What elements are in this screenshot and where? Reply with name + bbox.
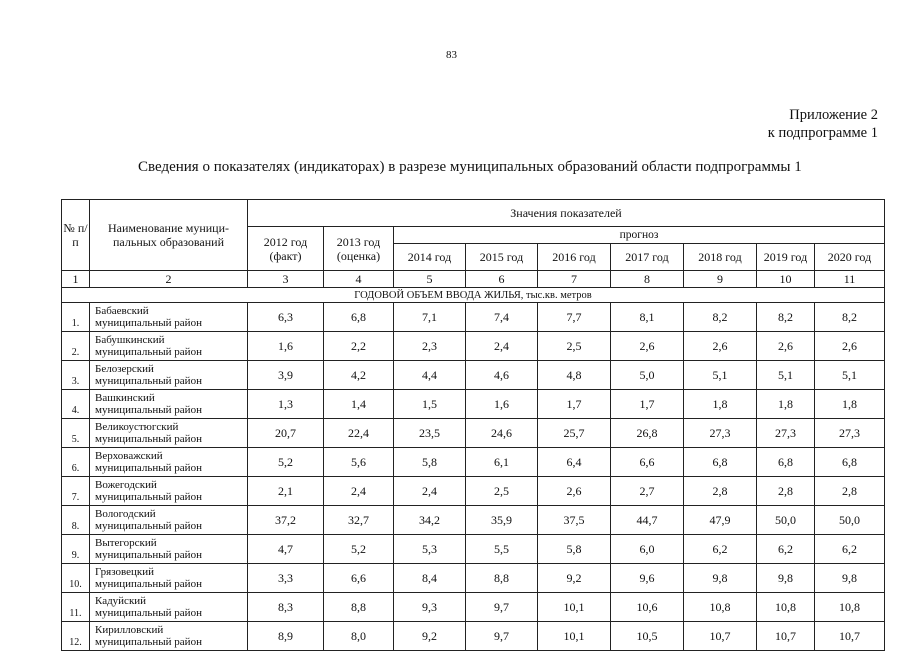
indicator-value: 22,4: [324, 419, 394, 448]
indicator-value: 6,2: [815, 535, 885, 564]
header-year: 2012 год (факт): [248, 227, 324, 271]
municipality-name-line-1: Белозерский: [95, 363, 154, 375]
indicator-value: 1,6: [466, 390, 538, 419]
indicator-value: 3,3: [248, 564, 324, 593]
municipality-name-line-1: Вашкинский: [95, 392, 155, 404]
table-row: [62, 622, 885, 651]
appendix-line-1: Приложение 2: [789, 107, 878, 123]
indicator-value: 2,5: [466, 477, 538, 506]
indicator-value: 5,5: [466, 535, 538, 564]
header-year: 2015 год: [466, 244, 538, 271]
indicator-value: 2,7: [611, 477, 684, 506]
municipality-name-line-2: муниципальный район: [95, 375, 202, 387]
municipality-name: [90, 332, 248, 361]
indicator-value: 26,8: [611, 419, 684, 448]
indicator-value: 10,7: [757, 622, 815, 651]
row-number: 4.: [62, 390, 90, 419]
indicator-value: 10,7: [815, 622, 885, 651]
municipality-name-line-2: муниципальный район: [95, 549, 202, 561]
indicator-value: 5,1: [757, 361, 815, 390]
municipality-name-line-2: муниципальный район: [95, 607, 202, 619]
indicator-value: 5,2: [248, 448, 324, 477]
column-number: 1: [62, 271, 90, 288]
indicator-value: 1,6: [248, 332, 324, 361]
row-number: 11.: [62, 593, 90, 622]
table-row: [62, 361, 885, 390]
header-name: Наименование муници-пальных образований: [90, 200, 248, 271]
municipality-name-line-2: муниципальный район: [95, 433, 202, 445]
indicator-value: 6,3: [248, 303, 324, 332]
indicator-value: 8,4: [394, 564, 466, 593]
municipality-name-line-1: Кадуйский: [95, 595, 147, 607]
indicator-value: 8,9: [248, 622, 324, 651]
table-row: [62, 419, 885, 448]
header-year: 2014 год: [394, 244, 466, 271]
indicator-value: 9,8: [684, 564, 757, 593]
indicator-value: 50,0: [757, 506, 815, 535]
indicator-value: 2,8: [815, 477, 885, 506]
indicator-value: 4,7: [248, 535, 324, 564]
indicator-value: 47,9: [684, 506, 757, 535]
indicator-value: 1,4: [324, 390, 394, 419]
indicator-value: 6,2: [684, 535, 757, 564]
row-number: 8.: [62, 506, 90, 535]
column-number: 2: [90, 271, 248, 288]
municipality-name-line-1: Вытегорский: [95, 537, 157, 549]
indicator-value: 6,8: [324, 303, 394, 332]
indicator-value: 4,2: [324, 361, 394, 390]
indicator-value: 5,8: [394, 448, 466, 477]
column-numbers-row: [62, 271, 885, 288]
indicator-value: 6,6: [611, 448, 684, 477]
indicator-value: 32,7: [324, 506, 394, 535]
indicator-value: 8,3: [248, 593, 324, 622]
indicator-value: 6,0: [611, 535, 684, 564]
indicator-value: 9,7: [466, 622, 538, 651]
table-header: [62, 200, 885, 288]
indicator-value: 8,2: [757, 303, 815, 332]
indicator-value: 2,8: [757, 477, 815, 506]
indicators-table: [61, 199, 885, 651]
indicator-value: 6,1: [466, 448, 538, 477]
indicator-value: 9,8: [815, 564, 885, 593]
column-number: 6: [466, 271, 538, 288]
header-forecast: прогноз: [394, 227, 885, 244]
municipality-name: [90, 477, 248, 506]
municipality-name: [90, 390, 248, 419]
column-number: 3: [248, 271, 324, 288]
row-number: 3.: [62, 361, 90, 390]
indicator-value: 1,8: [815, 390, 885, 419]
indicator-value: 7,1: [394, 303, 466, 332]
section-row: [62, 288, 885, 303]
row-number: 2.: [62, 332, 90, 361]
header-year: 2020 год: [815, 244, 885, 271]
indicator-value: 27,3: [684, 419, 757, 448]
indicator-value: 9,8: [757, 564, 815, 593]
indicator-value: 2,1: [248, 477, 324, 506]
indicator-value: 5,1: [684, 361, 757, 390]
indicator-value: 20,7: [248, 419, 324, 448]
municipality-name: [90, 506, 248, 535]
indicator-value: 8,0: [324, 622, 394, 651]
indicator-value: 5,8: [538, 535, 611, 564]
indicator-value: 1,7: [611, 390, 684, 419]
indicator-value: 2,6: [684, 332, 757, 361]
municipality-name-line-1: Вологодский: [95, 508, 156, 520]
indicator-value: 7,4: [466, 303, 538, 332]
municipality-name: [90, 303, 248, 332]
row-number: 7.: [62, 477, 90, 506]
header-num: № п/п: [62, 200, 90, 271]
indicator-value: 10,6: [611, 593, 684, 622]
row-number: 6.: [62, 448, 90, 477]
municipality-name-line-1: Великоустюгский: [95, 421, 179, 433]
indicator-value: 2,2: [324, 332, 394, 361]
indicator-value: 2,4: [394, 477, 466, 506]
table-row: [62, 303, 885, 332]
municipality-name: [90, 419, 248, 448]
header-values-group: Значения показателей: [248, 200, 885, 227]
indicator-value: 5,1: [815, 361, 885, 390]
municipality-name-line-2: муниципальный район: [95, 520, 202, 532]
indicator-value: 6,8: [684, 448, 757, 477]
indicator-value: 2,4: [324, 477, 394, 506]
indicator-value: 6,8: [757, 448, 815, 477]
row-number: 1.: [62, 303, 90, 332]
municipality-name: [90, 361, 248, 390]
indicator-value: 10,7: [684, 622, 757, 651]
column-number: 10: [757, 271, 815, 288]
municipality-name: [90, 564, 248, 593]
indicator-value: 27,3: [757, 419, 815, 448]
indicator-value: 2,6: [538, 477, 611, 506]
appendix-line-2: к подпрограмме 1: [767, 125, 878, 141]
indicator-value: 2,8: [684, 477, 757, 506]
appendix-caption: [768, 106, 878, 142]
municipality-name-line-2: муниципальный район: [95, 491, 202, 503]
indicator-value: 10,5: [611, 622, 684, 651]
indicator-value: 35,9: [466, 506, 538, 535]
indicator-value: 5,3: [394, 535, 466, 564]
indicator-value: 2,6: [611, 332, 684, 361]
table-row: [62, 535, 885, 564]
indicator-value: 5,6: [324, 448, 394, 477]
indicator-value: 6,2: [757, 535, 815, 564]
indicator-value: 10,8: [684, 593, 757, 622]
indicator-value: 6,4: [538, 448, 611, 477]
indicator-value: 8,8: [466, 564, 538, 593]
column-number: 8: [611, 271, 684, 288]
indicator-value: 44,7: [611, 506, 684, 535]
municipality-name-line-2: муниципальный район: [95, 462, 202, 474]
indicator-value: 37,5: [538, 506, 611, 535]
column-number: 9: [684, 271, 757, 288]
table-row: [62, 390, 885, 419]
table-row: [62, 448, 885, 477]
municipality-name-line-2: муниципальный район: [95, 317, 202, 329]
column-number: 7: [538, 271, 611, 288]
row-number: 12.: [62, 622, 90, 651]
indicator-value: 2,3: [394, 332, 466, 361]
row-number: 5.: [62, 419, 90, 448]
indicator-value: 5,2: [324, 535, 394, 564]
indicator-value: 2,5: [538, 332, 611, 361]
indicator-value: 2,4: [466, 332, 538, 361]
indicator-value: 10,1: [538, 622, 611, 651]
section-title: ГОДОВОЙ ОБЪЕМ ВВОДА ЖИЛЬЯ, тыс.кв. метров: [62, 288, 885, 303]
indicator-value: 5,0: [611, 361, 684, 390]
municipality-name-line-2: муниципальный район: [95, 346, 202, 358]
municipality-name-line-2: муниципальный район: [95, 636, 202, 648]
indicator-value: 23,5: [394, 419, 466, 448]
indicator-value: 4,6: [466, 361, 538, 390]
indicator-value: 3,9: [248, 361, 324, 390]
municipality-name: [90, 448, 248, 477]
municipality-name: [90, 535, 248, 564]
indicator-value: 6,6: [324, 564, 394, 593]
indicator-value: 10,8: [757, 593, 815, 622]
municipality-name-line-1: Бабаевский: [95, 305, 149, 317]
municipality-name: [90, 622, 248, 651]
indicator-value: 50,0: [815, 506, 885, 535]
indicator-value: 1,5: [394, 390, 466, 419]
indicator-value: 9,3: [394, 593, 466, 622]
indicator-value: 8,2: [815, 303, 885, 332]
header-year: 2019 год: [757, 244, 815, 271]
indicator-value: 24,6: [466, 419, 538, 448]
indicator-value: 1,8: [684, 390, 757, 419]
header-year: 2017 год: [611, 244, 684, 271]
header-year: 2018 год: [684, 244, 757, 271]
indicator-value: 4,8: [538, 361, 611, 390]
row-number: 10.: [62, 564, 90, 593]
indicator-value: 9,7: [466, 593, 538, 622]
indicator-value: 10,8: [815, 593, 885, 622]
indicator-value: 6,8: [815, 448, 885, 477]
municipality-name-line-2: муниципальный район: [95, 404, 202, 416]
indicator-value: 1,3: [248, 390, 324, 419]
indicator-value: 9,6: [611, 564, 684, 593]
municipality-name-line-2: муниципальный район: [95, 578, 202, 590]
table-body: [62, 288, 885, 651]
municipality-name-line-1: Вожегодский: [95, 479, 157, 491]
table-row: [62, 564, 885, 593]
table-row: [62, 332, 885, 361]
row-number: 9.: [62, 535, 90, 564]
indicator-value: 8,8: [324, 593, 394, 622]
table-row: [62, 593, 885, 622]
indicator-value: 9,2: [538, 564, 611, 593]
municipality-name-line-1: Бабушкинский: [95, 334, 165, 346]
indicator-value: 2,6: [815, 332, 885, 361]
indicator-value: 7,7: [538, 303, 611, 332]
indicator-value: 4,4: [394, 361, 466, 390]
indicator-value: 34,2: [394, 506, 466, 535]
indicator-value: 10,1: [538, 593, 611, 622]
indicator-value: 1,7: [538, 390, 611, 419]
header-year: 2016 год: [538, 244, 611, 271]
indicator-value: 2,6: [757, 332, 815, 361]
page-number: 83: [446, 49, 457, 61]
municipality-name: [90, 593, 248, 622]
column-number: 4: [324, 271, 394, 288]
document-title: Сведения о показателях (индикаторах) в разрезе муниципальных образований области подпрограммы 1: [138, 159, 802, 175]
indicator-value: 8,2: [684, 303, 757, 332]
column-number: 11: [815, 271, 885, 288]
header-year: 2013 год (оценка): [324, 227, 394, 271]
indicator-value: 27,3: [815, 419, 885, 448]
indicator-value: 8,1: [611, 303, 684, 332]
indicator-value: 37,2: [248, 506, 324, 535]
municipality-name-line-1: Кирилловский: [95, 624, 164, 636]
indicator-value: 1,8: [757, 390, 815, 419]
municipality-name-line-1: Верховажский: [95, 450, 163, 462]
table-row: [62, 506, 885, 535]
municipality-name-line-1: Грязовецкий: [95, 566, 155, 578]
table-row: [62, 477, 885, 506]
indicator-value: 25,7: [538, 419, 611, 448]
indicator-value: 9,2: [394, 622, 466, 651]
column-number: 5: [394, 271, 466, 288]
